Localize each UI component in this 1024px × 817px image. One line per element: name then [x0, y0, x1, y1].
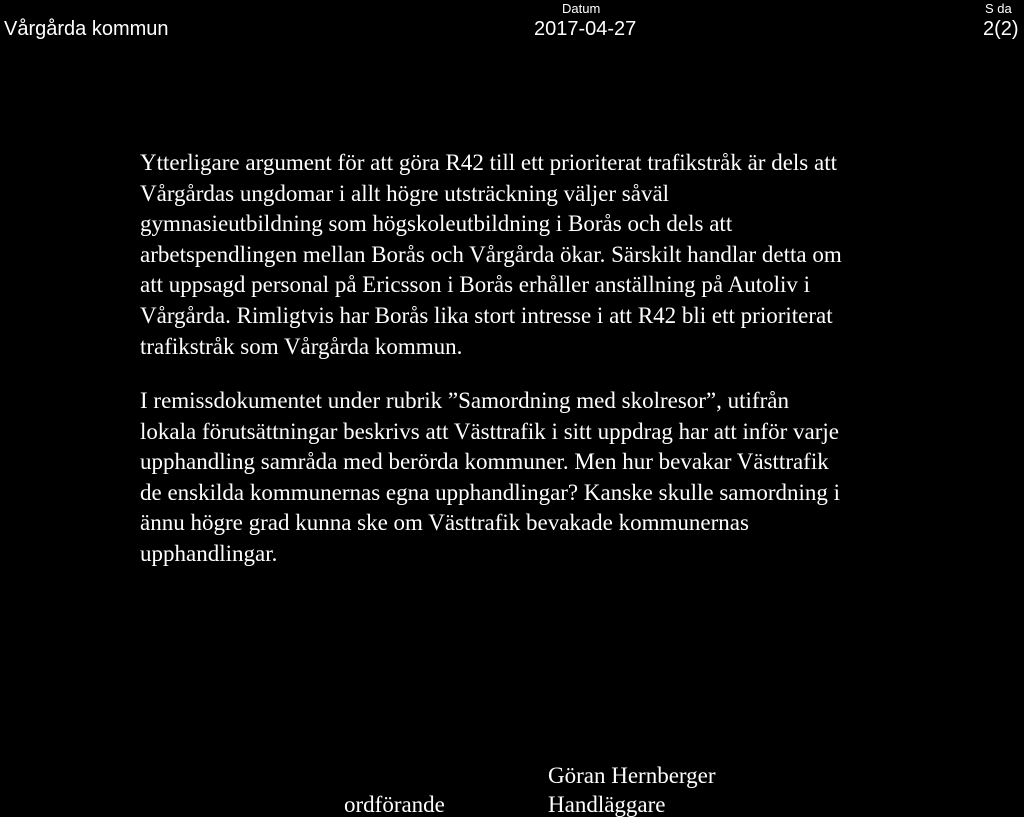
paragraph-line: Ytterligare argument för att göra R42 till ett prioriterat trafikstråk är dels att: [140, 150, 837, 175]
signature-name: Göran Hernberger: [548, 763, 716, 788]
paragraph-line: gymnasieutbildning som högskoleutbildning i Borås och dels att: [140, 211, 733, 237]
date-label: Datum: [562, 1, 601, 16]
paragraph-line: trafikstråk som Vårgårda kommun.: [140, 333, 463, 359]
paragraph-line: att uppsagd personal på Ericsson i Borås erhåller anställning på Autoliv i: [140, 272, 811, 298]
date-value: 2017-04-27: [534, 18, 637, 40]
paragraph-line: Vårgårda. Rimligtvis har Borås lika stort intresse i att R42 bli ett prioriterat: [140, 302, 833, 328]
paragraph-line: Vårgårdas ungdomar i allt högre utsträckning väljer såväl: [140, 180, 670, 206]
signature-role: ordförande: [344, 792, 445, 817]
paragraph-line: upphandlingar.: [140, 540, 278, 566]
paragraph-line: I remissdokumentet under rubrik ”Samordning med skolresor”, utifrån: [140, 388, 789, 413]
paragraph-line: upphandling samråda med berörda kommuner. Men hur bevakar Västtrafik: [140, 449, 829, 475]
signature-title: Handläggare: [548, 792, 666, 817]
organization-name: Vårgårda kommun: [4, 18, 169, 40]
page-number: 2(2): [983, 18, 1019, 40]
paragraph-line: lokala förutsättningar beskrivs att Västtrafik i sitt uppdrag har att inför varje: [140, 418, 839, 444]
paragraph-line: ännu högre grad kunna ske om Västtrafik bevakade kommunernas: [140, 510, 749, 536]
paragraph-2: [140, 386, 940, 570]
paragraph-line: de enskilda kommunernas egna upphandlingar? Kanske skulle samordning i: [140, 479, 841, 505]
paragraph-line: arbetspendlingen mellan Borås och Vårgårda ökar. Särskilt handlar detta om: [140, 241, 842, 267]
page-label: S da: [985, 1, 1012, 16]
paragraph-1: [140, 148, 940, 362]
